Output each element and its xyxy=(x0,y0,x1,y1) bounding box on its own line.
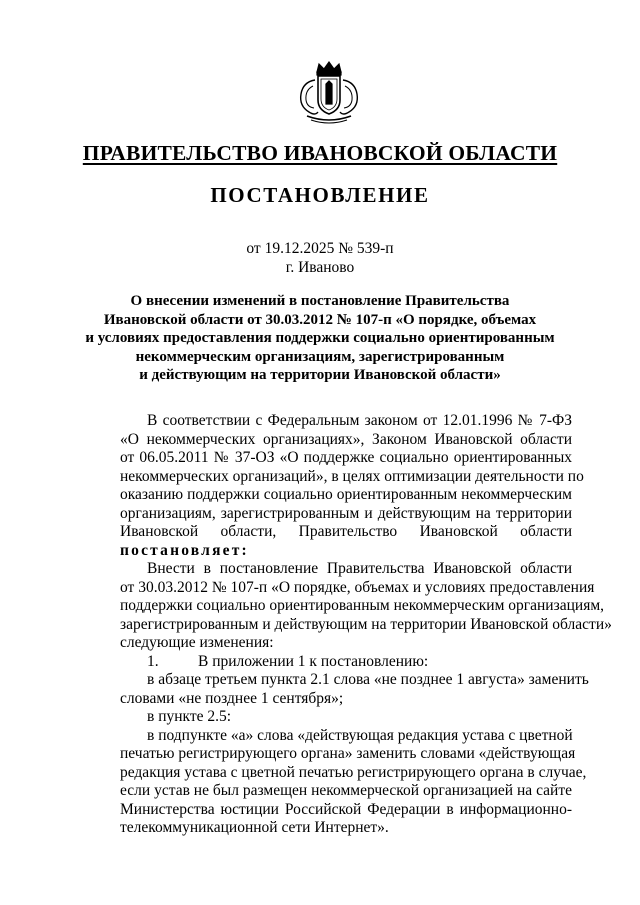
coat-of-arms-icon xyxy=(293,60,365,126)
text-line: если устав не был размещен некоммерческой организацией на сайте xyxy=(120,782,572,799)
item-number: 1. xyxy=(147,652,159,670)
resolves-word: постановляет: xyxy=(120,541,249,559)
government-name: ПРАВИТЕЛЬСТВО ИВАНОВСКОЙ ОБЛАСТИ xyxy=(82,141,558,165)
document-city: г. Иваново xyxy=(285,259,355,276)
text-line: оказанию поддержки социально ориентированным некоммерческим xyxy=(120,486,572,503)
title-line: Ивановской области от 30.03.2012 № 107-п «О порядке, объемах xyxy=(103,311,537,328)
text-line: В соответствии с Федеральным законом от 12.01.1996 № 7-ФЗ xyxy=(147,412,572,429)
text-line: Внести в постановление Правительства Ивановской области xyxy=(147,560,572,577)
item-text: В приложении 1 к постановлению: xyxy=(198,652,429,670)
text-line: следующие изменения: xyxy=(120,634,274,651)
text-line: некоммерческих организаций», в целях оптимизации деятельности по xyxy=(120,467,584,485)
text-line: в абзаце третьем пункта 2.1 слова «не позднее 1 августа» заменить xyxy=(147,671,589,688)
text-line: телекоммуникационной сети Интернет». xyxy=(120,819,389,836)
text-line: Министерства юстиции Российской Федерации в информационно- xyxy=(120,800,572,818)
text-line: редакция устава с цветной печатью регистрирующего органа в случае, xyxy=(120,763,587,781)
text-line: организациям, зарегистрированным и действующим на территории xyxy=(120,504,572,522)
text-line: зарегистрированным и действующим на территории Ивановской области» xyxy=(120,615,612,633)
text-line: от 06.05.2011 № 37-ОЗ «О поддержке социально ориентированных xyxy=(120,449,572,466)
title-line: некоммерческим организациям, зарегистрированным xyxy=(135,348,505,365)
text-line: поддержки социально ориентированным некоммерческим организациям, xyxy=(120,597,605,614)
text-line: «О некоммерческих организациях», Законом Ивановской области xyxy=(120,430,572,448)
title-line: и условиях предоставления поддержки социально ориентированным xyxy=(85,330,555,347)
paragraph-b: в пункте 2.5: xyxy=(147,708,232,725)
text-line: печатью регистрирующего органа» заменить словами «действующая xyxy=(120,745,576,762)
text-line: Ивановской области, Правительство Ивановской области xyxy=(120,523,572,540)
title-line: и действующим на территории Ивановской области» xyxy=(139,367,501,384)
title-line: О внесении изменений в постановление Правительства xyxy=(130,293,510,309)
text-line: словами «не позднее 1 сентября»; xyxy=(120,689,344,707)
text-line: в подпункте «а» слова «действующая редакция устава с цветной xyxy=(147,726,573,744)
text-line: от 30.03.2012 № 107-п «О порядке, объемах и условиях предоставления xyxy=(120,578,595,596)
document-date-number: от 19.12.2025 № 539-п xyxy=(246,240,394,257)
document-type: ПОСТАНОВЛЕНИЕ xyxy=(210,183,430,207)
